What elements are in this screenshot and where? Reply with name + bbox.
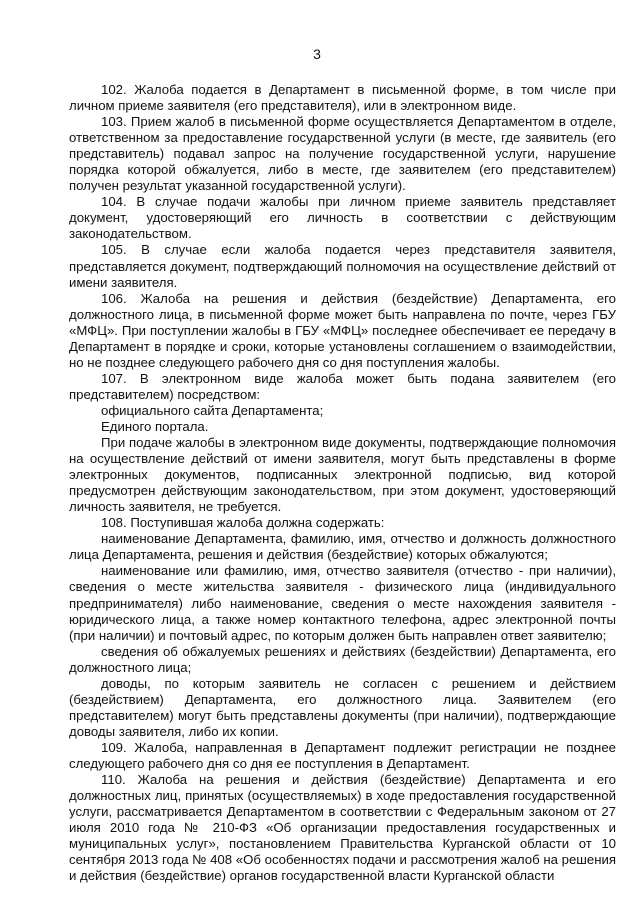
- paragraph-108: 108. Поступившая жалоба должна содержать:: [101, 515, 385, 531]
- paragraph-106: 106. Жалоба на решения и действия (бездействие) Департамента, его должностного лица, в письменной форме может быть направлена по почте, через ГБУ «МФЦ». При поступлении жалобы в ГБУ «МФЦ» последнее обеспечивает ее передачу в Департамент в порядке и сроки, которые установлены соглашением о взаимодействии, но не позднее следующего рабочего дня со дня поступления жалобы.: [69, 290, 616, 370]
- paragraph-108-item-arguments: доводы, по которым заявитель не согласен с решением и действием (бездействием) Департамента, его должностного лица. Заявителем (его представителем) могут быть представлены документы (при наличии), подтверждающие доводы заявителя, либо их копии.: [69, 675, 616, 739]
- paragraph-electronic-documents: При подаче жалобы в электронном виде документы, подтверждающие полномочия на осуществление действий от имени заявителя, могут быть представлены в форме электронных документов, подписанных электронной подписью, вид которой предусмотрен действующим законодательством, при этом документ, удостоверяющий личность заявителя, не требуется.: [69, 435, 616, 515]
- paragraph-110: 110. Жалоба на решения и действия (бездействие) Департамента и его должностных лиц, принятых (осуществляемых) в ходе предоставления государственной услуги, рассматривается Департаментом в соответствии с Федеральным законом от 27 июля 2010 года № 210-ФЗ «Об организации предоставления государственных и муниципальных услуг», постановлением Правительства Курганской области от 10 сентября 2013 года № 408 «Об особенностях подачи и рассмотрения жалоб на решения и действия (бездействие) органов государственной власти Курганской области: [69, 772, 616, 884]
- paragraph-108-item-applicant: наименование или фамилию, имя, отчество заявителя (отчество - при наличии), сведения о месте жительства заявителя - физического лица (индивидуального предпринимателя) либо наименование, сведения о месте нахождения заявителя - юридического лица, а также номер контактного телефона, адрес электронной почты (при наличии) и почтовый адрес, по которым должен быть направлен ответ заявителю;: [69, 563, 616, 643]
- paragraph-107-item-portal: Единого портала.: [101, 418, 209, 434]
- paragraph-102: 102. Жалоба подается в Департамент в письменной форме, в том числе при личном приеме заявителя (его представителя), или в электронном виде.: [69, 82, 616, 114]
- paragraph-107-item-site: официального сайта Департамента;: [101, 402, 324, 418]
- paragraph-103: 103. Прием жалоб в письменной форме осуществляется Департаментом в отделе, ответственном за предоставление государственной услуги (в месте, где заявитель (его представитель) подавал запрос на получение государственной услуги, нарушение порядка которой обжалуется, либо в месте, где заявителем (его представителем) получен результат указанной государственной услуги).: [69, 114, 616, 194]
- paragraph-105: 105. В случае если жалоба подается через представителя заявителя, представляется документ, подтверждающий полномочия на осуществление действий от имени заявителя.: [69, 242, 616, 290]
- paragraph-107: 107. В электронном виде жалоба может быть подана заявителем (его представителем) посредством:: [69, 370, 616, 402]
- paragraph-109: 109. Жалоба, направленная в Департамент подлежит регистрации не позднее следующего рабочего дня со дня ее поступления в Департамент.: [69, 739, 616, 771]
- paragraph-108-item-decisions: сведения об обжалуемых решениях и действиях (бездействии) Департамента, его должностного лица;: [69, 643, 616, 675]
- document-body: [69, 82, 616, 884]
- page-number: 3: [313, 46, 321, 62]
- paragraph-108-item-department: наименование Департамента, фамилию, имя, отчество и должность должностного лица Департамента, решения и действия (бездействие) которых обжалуются;: [69, 531, 616, 563]
- paragraph-104: 104. В случае подачи жалобы при личном приеме заявитель представляет документ, удостоверяющий его личность в соответствии с действующим законодательством.: [69, 194, 616, 242]
